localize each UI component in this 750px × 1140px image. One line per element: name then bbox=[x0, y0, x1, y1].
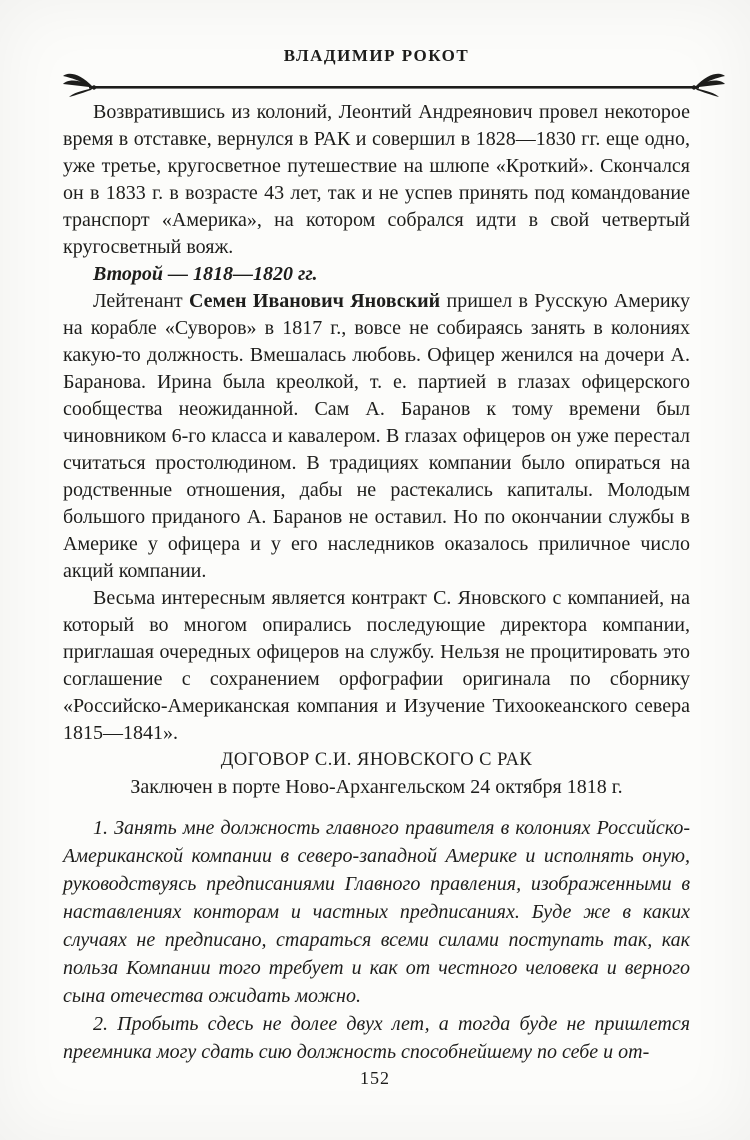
paragraph-kolonii: Возвратившись из колоний, Леонтий Андреянович провел некоторое время в отставке, вернулся в РАК и совершил в 1828—1830 гг. еще одно, уже третье, кругосветное путешествие на шлюпе «Кроткий». Скончался он в 1833 г. в возрасте 43 лет, так и не успев принять под командование транспорт «Америка», на котором собрался идти в свой четвертый кругосветный вояж. bbox=[63, 101, 690, 258]
section-heading-vtoroy: Второй — 1818—1820 гг. bbox=[93, 263, 318, 285]
contract-clause-1: 1. Занять мне должность главного правителя в колониях Российско-Американской компании в северо-западной Америке и исполнять оную, руководствуясь предписаниями Главного правления, изображенными в наставлениях конторам и частных предписаниях. Буде же в каких случаях не предписано, стараться всеми силами поступать так, как польза Компании того требует и как от честного человека и верного сына отечества ожидать можно. bbox=[63, 817, 690, 1007]
flourish-right-icon bbox=[692, 74, 725, 97]
page-number: 152 bbox=[360, 1068, 390, 1088]
contract-clause-2: 2. Пробыть сдесь не долее двух лет, а тогда буде не пришлется преемника могу сдать сию должность способнейшему по себе и от- bbox=[63, 1013, 690, 1063]
header-rule-svg bbox=[63, 71, 725, 99]
document-title: ДОГОВОР С.И. ЯНОВСКОГО С РАК bbox=[220, 750, 533, 770]
paragraph-contract-intro: Весьма интересным является контракт С. Яновского с компанией, на который во многом опирались последующие директора компании, приглашая очередных офицеров на службу. Нельзя не процитировать это соглашение с сохранением орфографии оригинала по сборнику «Российско-Американская компания и Изучение Тихоокеанского севера 1815—1841». bbox=[63, 587, 690, 744]
paragraph-yanovsky bbox=[63, 288, 690, 585]
contract-text bbox=[63, 814, 690, 1066]
paragraph-yanovsky-lead: Лейтенант bbox=[93, 290, 189, 312]
document-subtitle: Заключен в порте Ново-Архангельском 24 октября 1818 г. bbox=[130, 776, 623, 798]
person-name-yanovsky: Семен Иванович Яновский bbox=[188, 290, 441, 312]
header-rule bbox=[63, 71, 690, 99]
flourish-left-icon bbox=[63, 74, 96, 97]
paragraph-yanovsky-rest: пришел в Русскую Америку на корабле «Суворов» в 1817 г., вовсе не собираясь занять в колониях какую-то должность. Вмешалась любовь. Офицер женился на дочери А. Баранова. Ирина была креолкой, т. е. партией в глазах офицерского сообщества неожиданной. Сам А. Баранов к тому времени был чиновником 6-го класса и кавалером. В глазах офицеров он уже перестал считаться простолюдином. В традициях компании было опираться на родственные отношения, дабы не растекались капиталы. Молодым большого приданого А. Баранов не оставил. Но по окончании службы в Америке у офицера и у его наследников оказалось приличное число акций компании. bbox=[63, 290, 690, 582]
text-column bbox=[63, 99, 690, 1066]
rule-line bbox=[89, 86, 699, 89]
running-head: ВЛАДИМИР РОКОТ bbox=[283, 46, 470, 65]
